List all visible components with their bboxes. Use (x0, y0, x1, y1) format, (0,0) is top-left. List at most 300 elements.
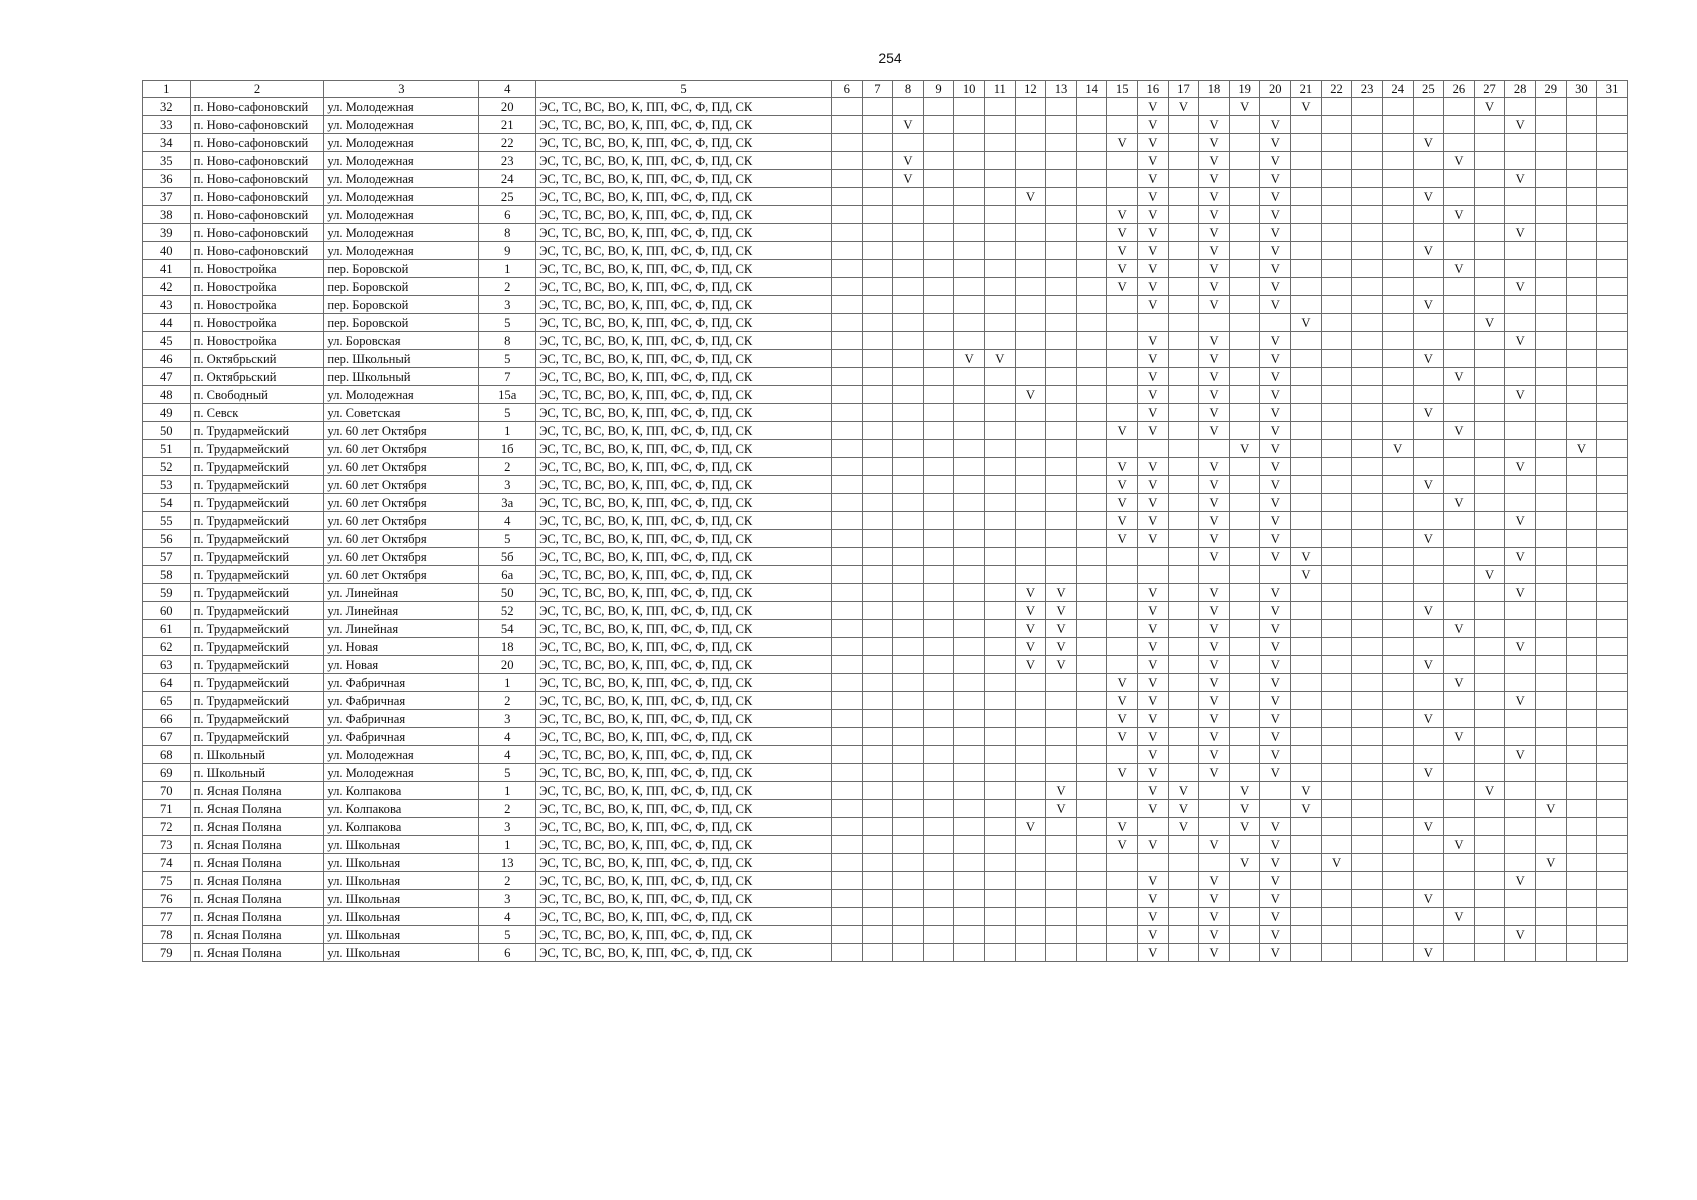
check-mark-18: V (1199, 584, 1230, 602)
schedule-cell-27 (1474, 710, 1505, 728)
schedule-cell-29 (1535, 530, 1566, 548)
schedule-cell-28 (1505, 944, 1536, 962)
schedule-cell-24 (1382, 170, 1413, 188)
check-mark-25: V (1413, 890, 1444, 908)
schedule-cell-26 (1444, 512, 1475, 530)
street-cell: ул. Молодежная (324, 206, 479, 224)
schedule-cell-25 (1413, 170, 1444, 188)
row-number-cell: 32 (143, 98, 191, 116)
house-number-cell: 9 (479, 242, 536, 260)
schedule-cell-17 (1168, 638, 1199, 656)
check-mark-26: V (1444, 152, 1475, 170)
check-mark-18: V (1199, 926, 1230, 944)
schedule-cell-6 (831, 152, 862, 170)
check-mark-20: V (1260, 350, 1291, 368)
schedule-cell-11 (984, 692, 1015, 710)
schedule-cell-10 (954, 296, 985, 314)
schedule-cell-23 (1352, 152, 1383, 170)
house-number-cell: 2 (479, 692, 536, 710)
schedule-cell-22 (1321, 512, 1352, 530)
table-row (143, 512, 1628, 530)
check-mark-18: V (1199, 890, 1230, 908)
table-row (143, 728, 1628, 746)
schedule-cell-23 (1352, 188, 1383, 206)
check-mark-25: V (1413, 296, 1444, 314)
schedule-cell-22 (1321, 188, 1352, 206)
check-mark-15: V (1107, 710, 1138, 728)
check-mark-12: V (1015, 602, 1046, 620)
schedule-cell-22 (1321, 458, 1352, 476)
check-mark-8: V (893, 116, 924, 134)
schedule-cell-29 (1535, 98, 1566, 116)
schedule-cell-17 (1168, 494, 1199, 512)
schedule-cell-14 (1076, 530, 1107, 548)
settlement-cell: п. Ново-сафоновский (190, 170, 324, 188)
schedule-cell-30 (1566, 296, 1597, 314)
schedule-cell-31 (1597, 710, 1628, 728)
schedule-cell-29 (1535, 116, 1566, 134)
check-mark-26: V (1444, 908, 1475, 926)
check-mark-16: V (1138, 764, 1169, 782)
schedule-cell-8 (893, 494, 924, 512)
check-mark-20: V (1260, 602, 1291, 620)
schedule-cell-14 (1076, 188, 1107, 206)
schedule-cell-25 (1413, 800, 1444, 818)
schedule-cell-8 (893, 476, 924, 494)
schedule-cell-29 (1535, 908, 1566, 926)
schedule-cell-22 (1321, 656, 1352, 674)
schedule-cell-27 (1474, 926, 1505, 944)
street-cell: пер. Боровской (324, 296, 479, 314)
schedule-cell-31 (1597, 170, 1628, 188)
schedule-cell-23 (1352, 458, 1383, 476)
schedule-cell-17 (1168, 386, 1199, 404)
schedule-cell-22 (1321, 584, 1352, 602)
schedule-cell-10 (954, 818, 985, 836)
schedule-cell-24 (1382, 764, 1413, 782)
schedule-cell-24 (1382, 746, 1413, 764)
schedule-cell-13 (1046, 710, 1077, 728)
table-row (143, 764, 1628, 782)
schedule-cell-29 (1535, 584, 1566, 602)
settlement-cell: п. Новостройка (190, 278, 324, 296)
check-mark-20: V (1260, 656, 1291, 674)
services-cell: ЭС, ТС, ВС, ВО, К, ПП, ФС, Ф, ПД, СК (536, 692, 832, 710)
check-mark-12: V (1015, 620, 1046, 638)
schedule-cell-11 (984, 530, 1015, 548)
services-cell: ЭС, ТС, ВС, ВО, К, ПП, ФС, Ф, ПД, СК (536, 908, 832, 926)
schedule-cell-14 (1076, 404, 1107, 422)
schedule-cell-18 (1199, 818, 1230, 836)
row-number-cell: 74 (143, 854, 191, 872)
schedule-cell-23 (1352, 170, 1383, 188)
schedule-cell-15 (1107, 350, 1138, 368)
services-cell: ЭС, ТС, ВС, ВО, К, ПП, ФС, Ф, ПД, СК (536, 638, 832, 656)
schedule-cell-17 (1168, 548, 1199, 566)
schedule-cell-9 (923, 728, 954, 746)
row-number-cell: 38 (143, 206, 191, 224)
table-row (143, 260, 1628, 278)
street-cell: ул. Линейная (324, 620, 479, 638)
schedule-cell-11 (984, 278, 1015, 296)
schedule-cell-12 (1015, 746, 1046, 764)
schedule-cell-19 (1229, 566, 1260, 584)
schedule-cell-31 (1597, 656, 1628, 674)
schedule-cell-30 (1566, 368, 1597, 386)
schedule-cell-24 (1382, 386, 1413, 404)
street-cell: ул. Школьная (324, 872, 479, 890)
schedule-cell-15 (1107, 926, 1138, 944)
schedule-cell-31 (1597, 854, 1628, 872)
column-header-18: 18 (1199, 81, 1230, 98)
schedule-cell-25 (1413, 926, 1444, 944)
check-mark-18: V (1199, 494, 1230, 512)
schedule-cell-27 (1474, 836, 1505, 854)
schedule-cell-19 (1229, 746, 1260, 764)
check-mark-21: V (1291, 800, 1322, 818)
schedule-cell-21 (1291, 476, 1322, 494)
table-row (143, 332, 1628, 350)
settlement-cell: п. Ново-сафоновский (190, 98, 324, 116)
schedule-cell-22 (1321, 206, 1352, 224)
schedule-cell-12 (1015, 764, 1046, 782)
schedule-cell-11 (984, 656, 1015, 674)
check-mark-8: V (893, 152, 924, 170)
schedule-cell-28 (1505, 710, 1536, 728)
schedule-cell-12 (1015, 890, 1046, 908)
schedule-cell-9 (923, 296, 954, 314)
schedule-cell-6 (831, 872, 862, 890)
schedule-cell-22 (1321, 98, 1352, 116)
schedule-cell-27 (1474, 296, 1505, 314)
schedule-cell-10 (954, 368, 985, 386)
schedule-cell-30 (1566, 206, 1597, 224)
schedule-cell-13 (1046, 188, 1077, 206)
schedule-cell-10 (954, 188, 985, 206)
schedule-cell-15 (1107, 314, 1138, 332)
services-cell: ЭС, ТС, ВС, ВО, К, ПП, ФС, Ф, ПД, СК (536, 206, 832, 224)
schedule-cell-10 (954, 566, 985, 584)
schedule-cell-13 (1046, 746, 1077, 764)
schedule-cell-8 (893, 458, 924, 476)
schedule-cell-21 (1291, 836, 1322, 854)
check-mark-20: V (1260, 872, 1291, 890)
street-cell: пер. Боровской (324, 278, 479, 296)
schedule-cell-9 (923, 746, 954, 764)
schedule-cell-29 (1535, 692, 1566, 710)
schedule-cell-28 (1505, 440, 1536, 458)
schedule-cell-13 (1046, 296, 1077, 314)
schedule-cell-19 (1229, 584, 1260, 602)
table-row (143, 854, 1628, 872)
schedule-cell-13 (1046, 512, 1077, 530)
settlement-cell: п. Новостройка (190, 332, 324, 350)
schedule-cell-22 (1321, 602, 1352, 620)
schedule-cell-22 (1321, 332, 1352, 350)
schedule-cell-21 (1291, 908, 1322, 926)
schedule-cell-30 (1566, 854, 1597, 872)
schedule-cell-10 (954, 944, 985, 962)
schedule-cell-11 (984, 782, 1015, 800)
schedule-cell-23 (1352, 386, 1383, 404)
schedule-cell-22 (1321, 278, 1352, 296)
schedule-cell-30 (1566, 224, 1597, 242)
schedule-cell-12 (1015, 494, 1046, 512)
schedule-cell-26 (1444, 818, 1475, 836)
schedule-cell-9 (923, 548, 954, 566)
schedule-cell-9 (923, 116, 954, 134)
schedule-cell-23 (1352, 440, 1383, 458)
check-mark-16: V (1138, 170, 1169, 188)
schedule-cell-18 (1199, 440, 1230, 458)
schedule-cell-27 (1474, 422, 1505, 440)
street-cell: пер. Боровской (324, 314, 479, 332)
schedule-cell-26 (1444, 440, 1475, 458)
schedule-cell-12 (1015, 926, 1046, 944)
schedule-cell-13 (1046, 836, 1077, 854)
check-mark-12: V (1015, 656, 1046, 674)
street-cell: ул. Боровская (324, 332, 479, 350)
table-row (143, 530, 1628, 548)
schedule-cell-23 (1352, 404, 1383, 422)
schedule-cell-28 (1505, 242, 1536, 260)
schedule-cell-7 (862, 494, 893, 512)
schedule-cell-12 (1015, 278, 1046, 296)
street-cell: ул. 60 лет Октября (324, 422, 479, 440)
schedule-cell-9 (923, 260, 954, 278)
schedule-cell-31 (1597, 458, 1628, 476)
schedule-cell-14 (1076, 746, 1107, 764)
schedule-cell-24 (1382, 800, 1413, 818)
schedule-cell-29 (1535, 512, 1566, 530)
schedule-cell-17 (1168, 512, 1199, 530)
schedule-cell-14 (1076, 512, 1107, 530)
schedule-cell-29 (1535, 332, 1566, 350)
schedule-cell-19 (1229, 314, 1260, 332)
schedule-cell-11 (984, 170, 1015, 188)
column-header-11: 11 (984, 81, 1015, 98)
schedule-cell-9 (923, 890, 954, 908)
schedule-cell-24 (1382, 152, 1413, 170)
schedule-cell-9 (923, 350, 954, 368)
check-mark-16: V (1138, 134, 1169, 152)
schedule-cell-10 (954, 260, 985, 278)
check-mark-16: V (1138, 512, 1169, 530)
check-mark-26: V (1444, 620, 1475, 638)
schedule-cell-27 (1474, 908, 1505, 926)
schedule-cell-6 (831, 422, 862, 440)
column-header-1: 1 (143, 81, 191, 98)
check-mark-16: V (1138, 476, 1169, 494)
schedule-cell-6 (831, 620, 862, 638)
schedule-cell-14 (1076, 638, 1107, 656)
schedule-cell-15 (1107, 602, 1138, 620)
schedule-cell-27 (1474, 584, 1505, 602)
schedule-cell-25 (1413, 854, 1444, 872)
check-mark-18: V (1199, 656, 1230, 674)
schedule-cell-25 (1413, 494, 1444, 512)
check-mark-15: V (1107, 494, 1138, 512)
check-mark-18: V (1199, 296, 1230, 314)
schedule-cell-31 (1597, 530, 1628, 548)
schedule-cell-17 (1168, 692, 1199, 710)
schedule-cell-9 (923, 224, 954, 242)
row-number-cell: 63 (143, 656, 191, 674)
schedule-cell-25 (1413, 836, 1444, 854)
schedule-cell-30 (1566, 476, 1597, 494)
schedule-cell-26 (1444, 224, 1475, 242)
check-mark-28: V (1505, 548, 1536, 566)
schedule-cell-11 (984, 296, 1015, 314)
schedule-cell-22 (1321, 368, 1352, 386)
check-mark-30: V (1566, 440, 1597, 458)
schedule-cell-17 (1168, 188, 1199, 206)
street-cell: ул. 60 лет Октября (324, 548, 479, 566)
schedule-cell-8 (893, 314, 924, 332)
check-mark-28: V (1505, 584, 1536, 602)
check-mark-28: V (1505, 278, 1536, 296)
schedule-cell-19 (1229, 692, 1260, 710)
table-row (143, 566, 1628, 584)
schedule-cell-11 (984, 512, 1015, 530)
schedule-cell-13 (1046, 548, 1077, 566)
check-mark-16: V (1138, 368, 1169, 386)
schedule-cell-8 (893, 620, 924, 638)
check-mark-8: V (893, 170, 924, 188)
schedule-cell-28 (1505, 494, 1536, 512)
schedule-cell-7 (862, 944, 893, 962)
schedule-cell-7 (862, 296, 893, 314)
schedule-cell-30 (1566, 350, 1597, 368)
schedule-cell-11 (984, 332, 1015, 350)
schedule-cell-30 (1566, 386, 1597, 404)
schedule-cell-31 (1597, 800, 1628, 818)
street-cell: ул. Молодежная (324, 764, 479, 782)
check-mark-16: V (1138, 296, 1169, 314)
house-number-cell: 5 (479, 764, 536, 782)
schedule-cell-20 (1260, 98, 1291, 116)
schedule-cell-17 (1168, 656, 1199, 674)
schedule-cell-15 (1107, 854, 1138, 872)
table-row (143, 818, 1628, 836)
schedule-cell-14 (1076, 224, 1107, 242)
schedule-cell-22 (1321, 260, 1352, 278)
check-mark-18: V (1199, 206, 1230, 224)
schedule-cell-8 (893, 278, 924, 296)
house-number-cell: 50 (479, 584, 536, 602)
services-cell: ЭС, ТС, ВС, ВО, К, ПП, ФС, Ф, ПД, СК (536, 674, 832, 692)
check-mark-20: V (1260, 530, 1291, 548)
check-mark-16: V (1138, 224, 1169, 242)
schedule-cell-19 (1229, 476, 1260, 494)
schedule-cell-8 (893, 548, 924, 566)
schedule-cell-9 (923, 206, 954, 224)
check-mark-24: V (1382, 440, 1413, 458)
schedule-cell-22 (1321, 548, 1352, 566)
check-mark-20: V (1260, 620, 1291, 638)
schedule-cell-6 (831, 674, 862, 692)
schedule-cell-19 (1229, 422, 1260, 440)
schedule-cell-27 (1474, 764, 1505, 782)
schedule-cell-31 (1597, 746, 1628, 764)
services-cell: ЭС, ТС, ВС, ВО, К, ПП, ФС, Ф, ПД, СК (536, 710, 832, 728)
house-number-cell: 2 (479, 278, 536, 296)
schedule-cell-8 (893, 98, 924, 116)
check-mark-20: V (1260, 854, 1291, 872)
schedule-cell-25 (1413, 458, 1444, 476)
schedule-cell-14 (1076, 872, 1107, 890)
schedule-cell-11 (984, 314, 1015, 332)
schedule-cell-30 (1566, 566, 1597, 584)
schedule-cell-22 (1321, 692, 1352, 710)
schedule-cell-15 (1107, 296, 1138, 314)
schedule-cell-25 (1413, 116, 1444, 134)
check-mark-18: V (1199, 548, 1230, 566)
schedule-cell-22 (1321, 710, 1352, 728)
schedule-cell-30 (1566, 512, 1597, 530)
check-mark-20: V (1260, 512, 1291, 530)
settlement-cell: п. Севск (190, 404, 324, 422)
schedule-cell-19 (1229, 530, 1260, 548)
row-number-cell: 75 (143, 872, 191, 890)
schedule-cell-6 (831, 836, 862, 854)
schedule-cell-12 (1015, 872, 1046, 890)
column-header-31: 31 (1597, 81, 1628, 98)
check-mark-28: V (1505, 386, 1536, 404)
check-mark-20: V (1260, 242, 1291, 260)
check-mark-28: V (1505, 692, 1536, 710)
schedule-cell-12 (1015, 368, 1046, 386)
schedule-cell-9 (923, 476, 954, 494)
check-mark-20: V (1260, 764, 1291, 782)
street-cell: ул. Молодежная (324, 224, 479, 242)
schedule-cell-13 (1046, 728, 1077, 746)
schedule-cell-19 (1229, 278, 1260, 296)
schedule-cell-23 (1352, 548, 1383, 566)
schedule-cell-28 (1505, 854, 1536, 872)
row-number-cell: 51 (143, 440, 191, 458)
schedule-cell-23 (1352, 296, 1383, 314)
schedule-cell-22 (1321, 476, 1352, 494)
schedule-cell-14 (1076, 728, 1107, 746)
schedule-cell-31 (1597, 188, 1628, 206)
check-mark-25: V (1413, 188, 1444, 206)
schedule-cell-24 (1382, 314, 1413, 332)
schedule-cell-24 (1382, 710, 1413, 728)
house-number-cell: 5 (479, 350, 536, 368)
check-mark-16: V (1138, 638, 1169, 656)
schedule-cell-11 (984, 134, 1015, 152)
schedule-cell-24 (1382, 332, 1413, 350)
schedule-cell-24 (1382, 584, 1413, 602)
schedule-cell-8 (893, 782, 924, 800)
check-mark-20: V (1260, 818, 1291, 836)
schedule-cell-13 (1046, 890, 1077, 908)
schedule-cell-9 (923, 404, 954, 422)
house-number-cell: 2 (479, 800, 536, 818)
street-cell: пер. Боровской (324, 260, 479, 278)
schedule-cell-15 (1107, 782, 1138, 800)
check-mark-20: V (1260, 548, 1291, 566)
schedule-cell-6 (831, 314, 862, 332)
schedule-cell-10 (954, 386, 985, 404)
schedule-cell-30 (1566, 890, 1597, 908)
house-number-cell: 2 (479, 872, 536, 890)
check-mark-28: V (1505, 512, 1536, 530)
schedule-cell-12 (1015, 854, 1046, 872)
schedule-cell-16 (1138, 548, 1169, 566)
row-number-cell: 50 (143, 422, 191, 440)
